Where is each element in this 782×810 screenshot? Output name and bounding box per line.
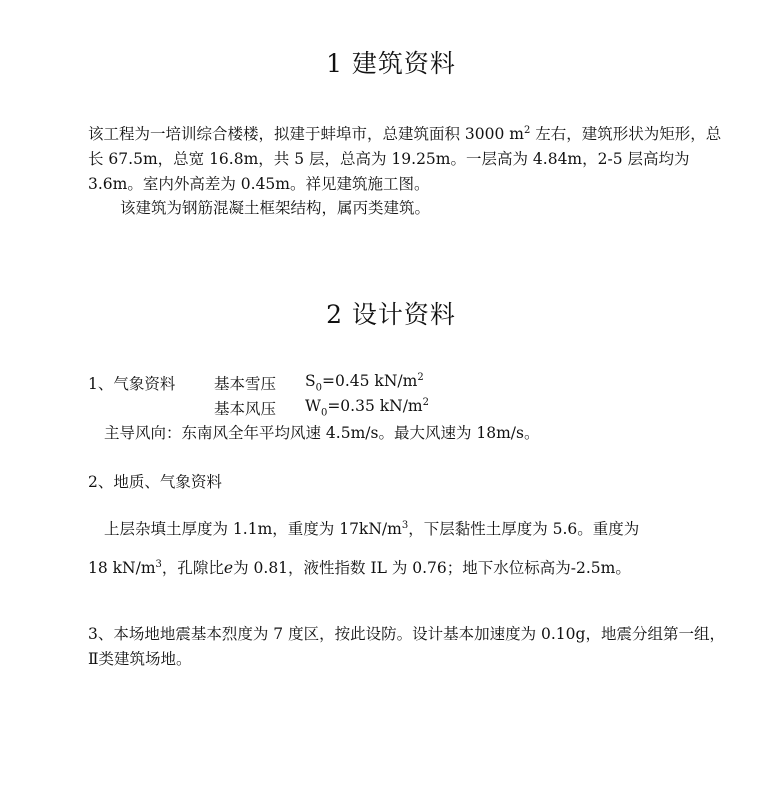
soil-line-2: 18 $kN/m^3$，孔隙比e为 0.81，液性指数 IL 为 0.76；地下水位标高为-2.5m。 bbox=[88, 558, 631, 577]
section-title-building: 1 建筑资料 bbox=[326, 49, 456, 78]
wind-pressure-label: 基本风压 bbox=[214, 400, 277, 418]
geology-label: 2、地质、气象资料 bbox=[88, 473, 222, 491]
seismic-description: 3、本场地地震基本烈度为 7 度区，按此设防。设计基本加速度为 0.10g，地震分组第一组，Ⅱ类建筑场地。 bbox=[88, 625, 725, 668]
prevailing-wind: 主导风向：东南风全年平均风速 4.5m/s。最大风速为 18m/s。 bbox=[104, 424, 540, 442]
building-description bbox=[88, 118, 728, 197]
snow-pressure-value: $S_0=0.45$ $kN/m^2$ bbox=[305, 372, 424, 394]
building-desc-a: 该工程为一培训综合楼楼，拟建于蚌埠市，总建筑面积 3000 m bbox=[88, 125, 524, 144]
structure-description: 该建筑为钢筋混凝土框架结构，属丙类建筑。 bbox=[120, 199, 431, 217]
building-desc-b: 左右，建筑形状为矩形，总长 67.5m，总宽 16.8m，共 5 层，总高为 19.25m。一层高为 4.84m，2-5 层高均为 3.6m。室内外高差为 0.45m。祥见建筑施工图。 bbox=[88, 125, 722, 194]
snow-pressure-label: 基本雪压 bbox=[214, 375, 277, 393]
weather-label: 1、气象资料 bbox=[88, 375, 176, 393]
section-title-design: 2 设计资料 bbox=[326, 300, 456, 329]
wind-pressure-value: $W_0=0.35$ $kN/m^2$ bbox=[305, 397, 429, 419]
building-desc-sup: 2 bbox=[524, 125, 531, 136]
soil-line-1: 上层杂填土厚度为 1.1m，重度为 $17kN/m^3$，下层黏性土厚度为 5.6。重度为 bbox=[104, 519, 640, 538]
